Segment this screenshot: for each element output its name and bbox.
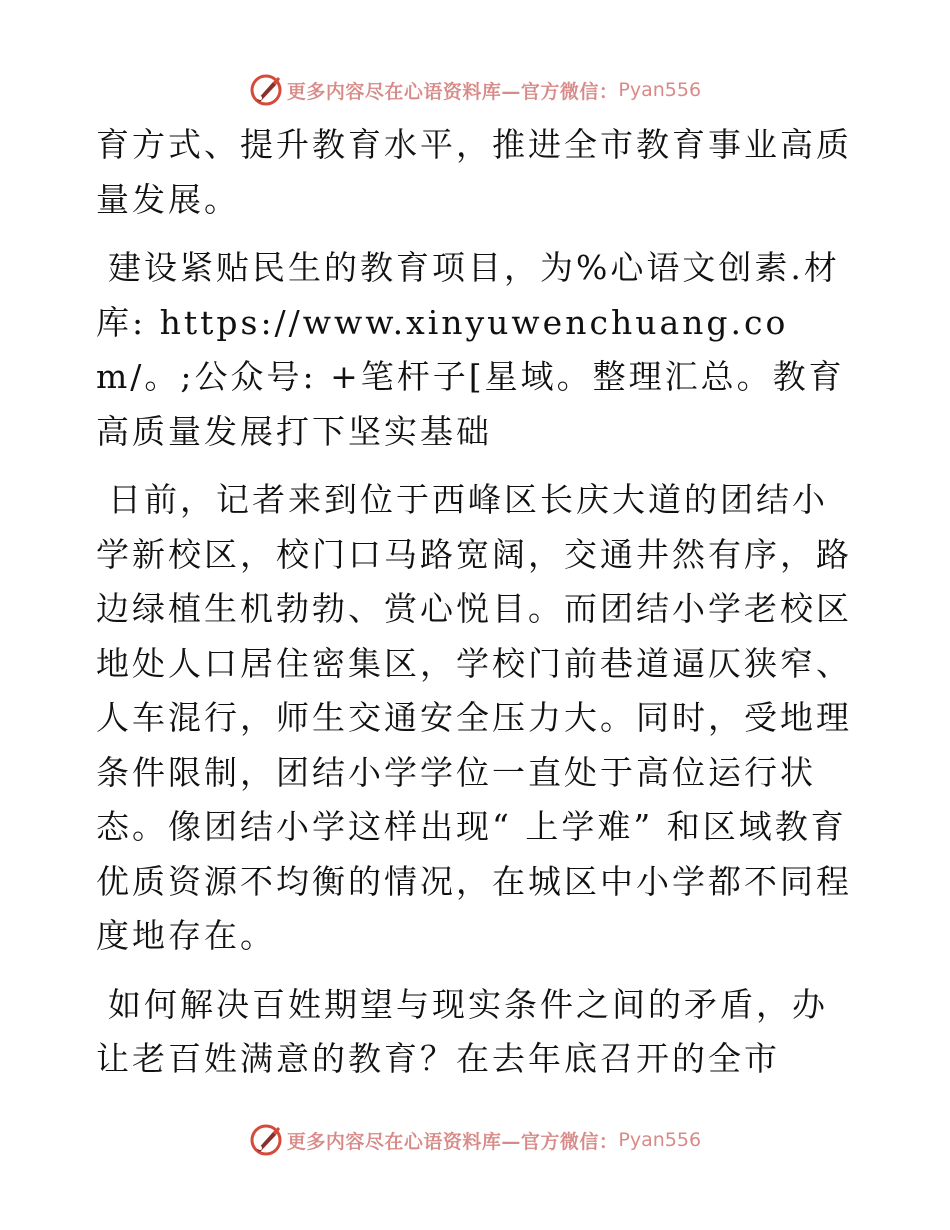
paragraph: 建设紧贴民生的教育项目，为%心语文创素.材库: https://www.xinyuwenchuang.com/。;公众号: +笔杆子[星域。整理汇总。教育高质量发展打下坚实基础 <box>96 248 845 451</box>
paragraph: 育方式、提升教育水平，推进全市教育事业高质量发展。 <box>96 125 852 219</box>
wechat-id: Pyan556 <box>618 79 702 101</box>
footer-banner <box>0 1120 950 1160</box>
pen-logo-icon <box>249 1123 283 1157</box>
banner-text: 更多内容尽在心语资料库—官方微信： <box>286 1130 619 1153</box>
document-body <box>96 118 856 1101</box>
header-banner <box>0 70 950 110</box>
wechat-id: Pyan556 <box>618 1129 702 1151</box>
pen-logo-icon <box>249 73 283 107</box>
paragraph: 日前，记者来到位于西峰区长庆大道的团结小学新校区，校门口马路宽阔，交通井然有序，路边绿植生机勃勃、赏心悦目。而团结小学老校区地处人口居住密集区，学校门前巷道逼仄狭窄、人车混行，师生交通安全压力大。同时，受地理条件限制，团结小学学位一直处于高位运行状态。像团结小学这样出现“ 上学难” 和区域教育优质资源不均衡的情况，在城区中小学都不同程度地存在。 <box>96 480 852 955</box>
paragraph: 如何解决百姓期望与现实条件之间的矛盾，办让老百姓满意的教育？在去年底召开的全市 <box>96 984 828 1078</box>
banner-text: 更多内容尽在心语资料库—官方微信： <box>286 80 619 103</box>
